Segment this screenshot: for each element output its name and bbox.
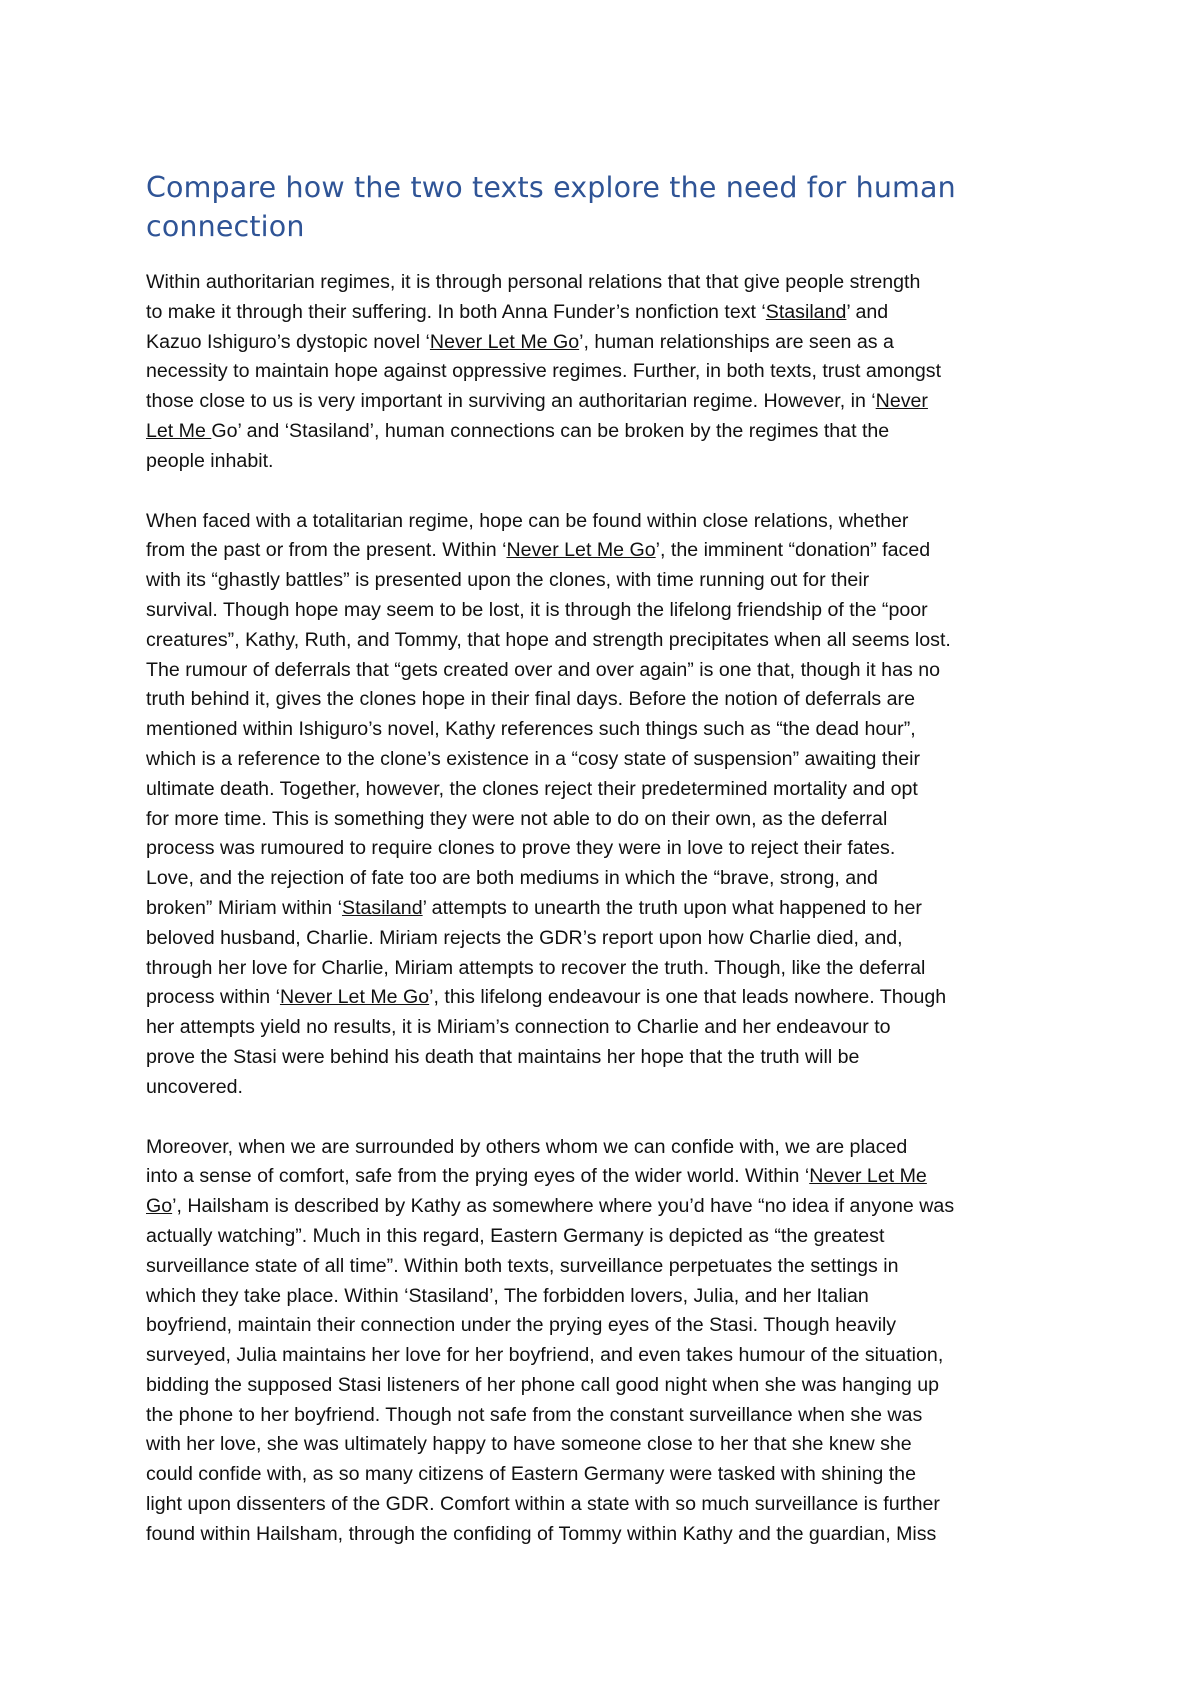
- text-line: [146, 1073, 1066, 1103]
- text-line: [146, 685, 1066, 715]
- underlined-title-text: Never: [875, 390, 928, 413]
- text-line: [146, 924, 1066, 954]
- text-line: [146, 268, 1066, 298]
- text-run: people inhabit.: [146, 449, 274, 472]
- document-body: [146, 168, 1066, 1580]
- text-run: ultimate death. Together, however, the clones reject their predetermined mortality and opt: [146, 777, 918, 800]
- text-line: [146, 596, 1066, 626]
- text-run: beloved husband, Charlie. Miriam rejects the GDR’s report upon how Charlie died, and,: [146, 926, 903, 949]
- text-line: [146, 1401, 1066, 1431]
- underlined-title-text: Stasiland: [342, 896, 423, 919]
- text-run: Kazuo Ishiguro’s dystopic novel ‘: [146, 330, 430, 353]
- text-run: into a sense of comfort, safe from the prying eyes of the wider world. Within ‘: [146, 1165, 810, 1188]
- text-line: [146, 715, 1066, 745]
- text-line: [146, 1371, 1066, 1401]
- text-run: to make it through their suffering. In both Anna Funder’s nonfiction text ‘: [146, 300, 766, 323]
- text-line: [146, 357, 1066, 387]
- text-line: [146, 417, 1066, 447]
- text-run: Within authoritarian regimes, it is through personal relations that that give people strength: [146, 271, 921, 293]
- text-run: which is a reference to the clone’s existence in a “cosy state of suspension” awaiting their: [146, 747, 921, 770]
- text-line: [146, 626, 1066, 656]
- text-run: ’, this lifelong endeavour is one that leads nowhere. Though: [429, 986, 947, 1009]
- document-title: Compare how the two texts explore the need for human connection: [146, 171, 956, 243]
- text-run: those close to us is very important in surviving an authoritarian regime. However, in ‘: [146, 390, 876, 413]
- text-run: with her love, she was ultimately happy to have someone close to her that she knew she: [146, 1433, 912, 1456]
- text-line: [146, 1520, 1066, 1550]
- text-run: survival. Though hope may seem to be lost, it is through the lifelong friendship of the “poor: [146, 598, 928, 621]
- text-run: process within ‘: [146, 986, 280, 1009]
- text-line: [146, 1311, 1066, 1341]
- text-run: Moreover, when we are surrounded by others whom we can confide with, we are placed: [146, 1135, 908, 1158]
- text-run: with its “ghastly battles” is presented upon the clones, with time running out for their: [146, 569, 870, 592]
- text-line: [146, 1341, 1066, 1371]
- text-run: ’, human relationships are seen as a: [579, 330, 894, 353]
- text-line: [146, 954, 1066, 984]
- text-run: the phone to her boyfriend. Though not safe from the constant surveillance when she was: [146, 1403, 923, 1426]
- text-line: [146, 566, 1066, 596]
- text-line: [146, 536, 1066, 566]
- text-run: mentioned within Ishiguro’s novel, Kathy references such things such as “the dead hour”,: [146, 718, 916, 741]
- text-run: actually watching”. Much in this regard, Eastern Germany is depicted as “the greatest: [146, 1224, 885, 1247]
- text-run: The rumour of deferrals that “gets created over and over again” is one that, though it has no: [146, 658, 941, 681]
- text-run: prove the Stasi were behind his death that maintains her hope that the truth will be: [146, 1045, 860, 1068]
- text-line: [146, 1013, 1066, 1043]
- text-line: [146, 745, 1066, 775]
- text-line: [146, 507, 1066, 537]
- text-run: broken” Miriam within ‘: [146, 896, 342, 919]
- text-line: [146, 1282, 1066, 1312]
- underlined-title-text: Let Me: [146, 419, 212, 442]
- text-line: [146, 894, 1066, 924]
- text-run: uncovered.: [146, 1075, 243, 1098]
- text-run: ’, the imminent “donation” faced: [655, 539, 931, 562]
- text-line: [146, 1133, 1066, 1163]
- text-line: [146, 447, 1066, 477]
- text-line: [146, 1460, 1066, 1490]
- underlined-title-text: Never Let Me Go: [506, 539, 656, 562]
- text-line: [146, 1043, 1066, 1073]
- text-line: [146, 1490, 1066, 1520]
- text-line: [146, 298, 1066, 328]
- text-line: [146, 834, 1066, 864]
- text-line: [146, 805, 1066, 835]
- text-run: ’ attempts to unearth the truth upon what happened to her: [422, 896, 922, 919]
- underlined-title-text: Stasiland: [765, 300, 847, 323]
- text-run: Go’ and ‘Stasiland’, human connections can be broken by the regimes that the: [211, 419, 890, 442]
- text-line: [146, 983, 1066, 1013]
- body-paragraph: [146, 507, 1066, 1103]
- body-paragraph: [146, 268, 1066, 477]
- underlined-title-text: Never Let Me Go: [429, 330, 580, 353]
- text-run: surveyed, Julia maintains her love for her boyfriend, and even takes humour of the situation,: [146, 1344, 944, 1367]
- text-line: [146, 775, 1066, 805]
- underlined-title-text: Go: [146, 1195, 173, 1218]
- text-run: bidding the supposed Stasi listeners of her phone call good night when she was hanging up: [146, 1373, 940, 1396]
- text-line: [146, 328, 1066, 358]
- text-run: necessity to maintain hope against oppressive regimes. Further, in both texts, trust amongst: [146, 360, 942, 383]
- text-line: [146, 1222, 1066, 1252]
- text-run: which they take place. Within ‘Stasiland’, The forbidden lovers, Julia, and her Italian: [146, 1284, 869, 1307]
- text-run: through her love for Charlie, Miriam attempts to recover the truth. Though, like the deferral: [146, 956, 926, 979]
- underlined-title-text: Never Let Me Go: [279, 986, 430, 1009]
- text-line: [146, 1162, 1066, 1192]
- text-line: [146, 1252, 1066, 1282]
- text-run: When faced with a totalitarian regime, hope can be found within close relations, whether: [146, 509, 909, 532]
- text-line: [146, 387, 1066, 417]
- text-run: ’ and: [846, 300, 889, 323]
- text-run: surveillance state of all time”. Within both texts, surveillance perpetuates the settings in: [146, 1254, 899, 1277]
- text-line: [146, 1430, 1066, 1460]
- underlined-title-text: Never Let Me: [809, 1165, 927, 1188]
- text-run: ’, Hailsham is described by Kathy as somewhere where you’d have “no idea if anyone was: [172, 1195, 955, 1218]
- text-run: her attempts yield no results, it is Miriam’s connection to Charlie and her endeavour to: [146, 1016, 891, 1039]
- text-run: Love, and the rejection of fate too are both mediums in which the “brave, strong, and: [146, 867, 878, 890]
- text-line: [146, 1192, 1066, 1222]
- body-paragraph: [146, 1133, 1066, 1550]
- text-run: process was rumoured to require clones to prove they were in love to reject their fates.: [146, 837, 896, 860]
- text-run: truth behind it, gives the clones hope in their final days. Before the notion of deferrals are: [146, 688, 915, 711]
- text-line: [146, 864, 1066, 894]
- text-run: light upon dissenters of the GDR. Comfort within a state with so much surveillance is further: [146, 1493, 940, 1516]
- text-line: [146, 656, 1066, 686]
- text-run: boyfriend, maintain their connection under the prying eyes of the Stasi. Though heavily: [146, 1314, 897, 1337]
- essay-paragraphs: [146, 268, 1066, 1550]
- text-run: for more time. This is something they were not able to do on their own, as the deferral: [146, 807, 888, 830]
- text-run: could confide with, as so many citizens of Eastern Germany were tasked with shining the: [146, 1463, 916, 1486]
- text-run: found within Hailsham, through the confiding of Tommy within Kathy and the guardian, Miss: [146, 1522, 937, 1545]
- text-run: from the past or from the present. Within ‘: [146, 539, 507, 562]
- text-run: creatures”, Kathy, Ruth, and Tommy, that hope and strength precipitates when all seems lost.: [146, 628, 951, 651]
